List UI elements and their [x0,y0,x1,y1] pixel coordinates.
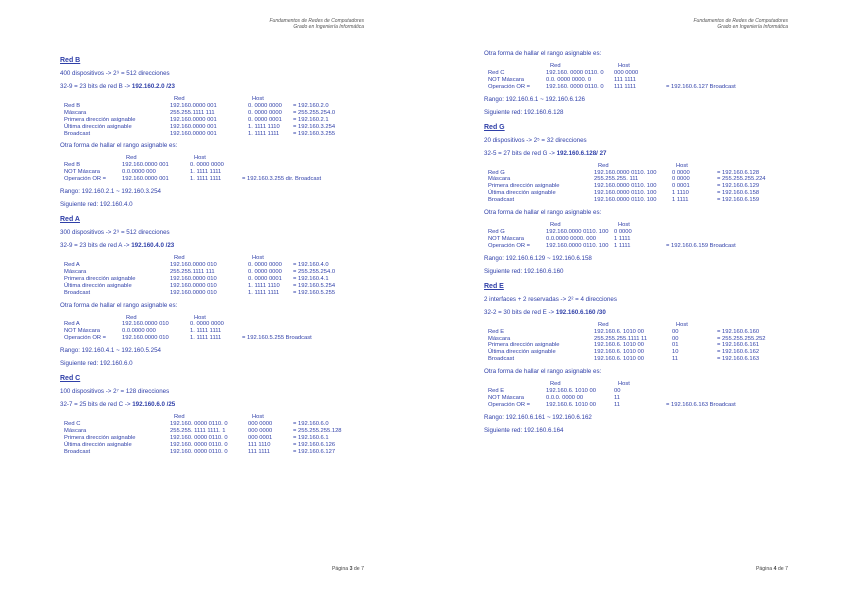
row-result: = 192.160.4.1 [293,275,329,282]
page-number: 3 [349,566,353,572]
row-red: 192.160.0000 0110. 100 [594,183,657,190]
row-result: = 192.160.6.159 Broadcast [666,242,736,249]
row-label: Red G [488,169,505,176]
row-host: 1 1111 [614,242,631,249]
other-method-line: Otra forma de hallar el rango asignable es: [484,50,602,57]
row-red: 192.160.6. 1010 00 [546,388,596,395]
row-red: 255.255.1111 111 [170,268,215,275]
network-address: 192.160.4.0 /23 [131,242,175,250]
row-result: = 192.160.4.0 [293,261,329,268]
row-host: 000 0000 [248,421,273,428]
row-red: 0.0.0000 000 [122,169,156,176]
section-title-red-a: Red A [60,216,80,224]
mask-line [60,83,390,91]
row-label: Broadcast [64,130,91,137]
col-host: Host [252,414,264,421]
row-host: 10 [672,349,679,356]
row-result: = 192.160.6.127 [293,448,336,455]
row-red: 192.160.6. 1010 00 [594,349,644,356]
row-host: 1. 1111 1110 [248,123,280,130]
row-result: = 192.160.3.254 [293,123,336,130]
row-label: Operación OR = [488,83,531,90]
row-red: 192.160.0000 010 [122,321,169,328]
row-result: = 255.255.255.252 [717,335,766,342]
other-method-line: Otra forma de hallar el rango asignable es: [484,209,602,217]
document-page-4 [424,0,848,599]
row-label: Máscara [64,268,87,275]
row-host: 000 0000 [614,69,639,76]
next-network-line: Siguiente red: 192.160.6.128 [484,108,564,116]
row-red: 192.160.0000 0110. 100 [546,228,609,235]
page-header [693,18,788,30]
row-result: = 192.160.3.255 dir. Broadcast [242,176,322,183]
row-label: Primera dirección asignable [64,434,136,441]
subnet-table [60,414,390,455]
row-host: 0. 0000 0000 [248,102,282,109]
row-host: 0. 0000 0000 [248,109,282,116]
row-result: = 192.160.6.162 [717,349,760,356]
row-label: Máscara [64,427,87,434]
row-red: 0.0. 0000 0000. 0 [546,76,592,83]
row-red: 192.160.6. 1010 00 [594,356,644,363]
section-title-red-b: Red B [60,57,81,64]
col-host: Host [252,255,264,262]
page-label: Página [331,566,350,572]
col-red: Red [550,222,561,229]
row-label: NOT Máscara [488,76,524,83]
row-red: 192.160.0000 0110. 100 [546,242,609,249]
row-result: = 192.160.2.1 [293,116,329,123]
devices-line: 400 dispositivos -> 2⁹ = 512 direcciones [60,70,170,77]
row-host: 1. 1111 1111 [248,289,280,296]
row-red: 192.160.0000 001 [122,176,169,183]
row-host: 0. 0000 0000 [190,162,224,169]
row-label: NOT Máscara [64,328,100,335]
row-red: 192.160. 0000 0110. 0 [170,434,228,441]
row-label: Operación OR = [64,335,107,342]
row-result: = 192.160.6.160 [717,328,760,335]
next-network-line: Siguiente red: 192.160.6.160 [484,267,564,275]
row-red: 0.0.0000 0000. 000 [546,235,596,242]
or-table [60,315,390,343]
row-label: Operación OR = [488,242,531,249]
next-network-line: Siguiente red: 192.160.6.0 [60,360,133,368]
row-host: 11 [672,356,679,363]
row-red: 192.160.6. 1010 00 [594,328,644,335]
col-red: Red [550,63,561,69]
row-host: 0. 0000 0000 [248,268,282,275]
mask-prefix: 32-7 = 25 bits de red C -> [60,401,133,409]
row-result [242,169,392,176]
row-host: 1. 1111 1111 [248,130,280,137]
row-label: Red E [488,388,505,395]
row-red: 192.160.6. 1010 00 [594,342,644,349]
section-title-red-c: Red C [60,375,81,383]
row-result: = 192.160.6.163 Broadcast [666,401,736,408]
row-host: 1 1110 [672,190,689,197]
range-line: Rango: 192.160.6.161 ~ 192.160.6.162 [484,413,592,421]
page-label: Página [755,566,774,572]
header-degree: Grado en Ingeniería Informática [293,24,364,30]
row-result [666,395,816,402]
row-red: 0.0.0. 0000 00 [546,394,584,401]
row-result: = 192.160.6.126 [293,441,336,448]
row-host: 0 0000 [614,228,632,235]
row-host: 111 1110 [248,441,271,448]
row-red: 192.160.6. 1010 00 [546,401,596,408]
row-label: Broadcast [488,197,515,204]
row-label: Red A [64,261,80,268]
row-result: = 192.160.5.254 [293,282,336,289]
section-title-red-e: Red E [484,282,504,290]
row-result: = 192.160.3.255 [293,130,336,137]
page-total: de 7 [776,566,788,572]
row-red: 192.160.0000 010 [122,335,169,342]
row-result: = 192.160.6.163 [717,356,760,363]
next-network-line: Siguiente red: 192.160.6.164 [484,426,564,434]
row-result: = 192.160.6.158 [717,190,760,197]
row-result: = 255.255.255.128 [293,427,342,434]
mask-line [60,401,390,409]
subnet-table [484,163,814,204]
row-result [242,162,392,169]
row-result: = 192.160.5.255 Broadcast [242,335,312,342]
row-result [666,388,816,395]
row-result: = 192.160.6.1 [293,434,329,441]
row-label: Última dirección asignable [64,123,132,130]
subnet-table [60,255,390,296]
header-course: Fundamentos de Redes de Computadores [269,18,364,24]
page-3-content [60,50,390,461]
row-red: 192.160.0000 001 [170,102,217,109]
row-result [666,229,816,236]
row-label: NOT Máscara [488,394,524,401]
row-host: 11 [614,401,621,408]
col-host: Host [676,321,688,328]
row-label: Red G [488,228,505,235]
col-red: Red [598,321,609,328]
row-red: 192.160.0000 001 [170,116,217,123]
row-host: 01 [672,342,679,349]
header-degree: Grado en Ingeniería Informática [717,24,788,30]
row-host: 1 1111 [614,235,631,242]
row-result: = 255.255.255.224 [717,176,766,183]
row-red: 192.160.0000 0110. 100 [594,197,657,204]
row-red: 192.160.0000 010 [170,275,217,282]
col-red: Red [174,96,185,102]
row-result: = 192.160.6.0 [293,421,329,428]
col-host: Host [618,63,630,69]
row-red: 0.0.0000 000 [122,328,156,335]
row-result: = 192.160.6.128 [717,169,760,176]
page-footer [332,566,364,572]
row-label: Broadcast [64,448,91,455]
row-label: Última dirección asignable [64,282,132,289]
page-number: 4 [773,566,777,572]
col-host: Host [194,155,206,162]
row-host: 11 [614,394,621,401]
mask-line [484,309,814,317]
row-result [666,236,816,243]
row-label: Broadcast [64,289,91,296]
range-line: Rango: 192.160.2.1 ~ 192.160.3.254 [60,188,161,196]
row-label: Última dirección asignable [64,441,132,448]
row-red: 192.160.0000 001 [122,162,169,169]
row-host: 1 1111 [672,197,689,204]
row-result: = 192.160.6.161 [717,342,760,349]
row-host: 1. 1111 1111 [190,176,222,183]
other-method-line: Otra forma de hallar el rango asignable es: [60,142,178,150]
row-label: Red C [488,69,505,76]
row-host: 00 [672,335,679,342]
row-host: 0 0000 [672,176,690,183]
row-red: 192.160. 0000 0110. 0 [546,69,604,76]
row-label: Red C [64,421,81,428]
row-host: 00 [614,388,621,395]
row-label: Última dirección asignable [488,190,556,197]
or-table [60,155,390,183]
row-label: Máscara [488,176,511,183]
row-label: Red B [64,102,81,109]
row-label: Operación OR = [64,176,107,183]
mask-prefix: 32-9 = 23 bits de red B -> [60,83,132,90]
range-line: Rango: 192.160.4.1 ~ 192.160.5.254 [60,347,161,355]
row-red: 192.160.0000 010 [170,261,217,268]
page-header [269,18,364,30]
header-course: Fundamentos de Redes de Computadores [693,18,788,24]
row-host: 0. 0000 0001 [248,116,282,123]
devices-line: 20 dispositivos -> 2⁵ = 32 direcciones [484,136,587,144]
row-host: 0. 0000 0000 [248,261,282,268]
row-red: 192.160.0000 0110. 100 [594,169,657,176]
col-red: Red [174,414,185,421]
network-address: 192.160.2.0 /23 [131,83,175,90]
row-red: 192.160. 0000 0110. 0 [170,448,228,455]
row-red: 255.255. 1111 1111. 1 [170,427,226,434]
col-host: Host [194,314,206,321]
or-table [484,381,814,409]
next-network-line: Siguiente red: 192.160.4.0 [60,201,133,209]
row-host: 111 1111 [614,76,637,83]
col-host: Host [618,222,630,229]
row-host: 111 1111 [248,448,271,455]
col-red: Red [174,255,185,262]
row-red: 192.160. 0000 0110. 0 [170,421,228,428]
other-method-line: Otra forma de hallar el rango asignable es: [60,301,178,309]
row-label: Primera dirección asignable [488,342,560,349]
mask-prefix: 32-9 = 23 bits de red A -> [60,242,132,250]
col-host: Host [676,162,688,169]
col-red: Red [598,162,609,169]
network-address: 192.160.6.128/ 27 [556,149,607,157]
row-red: 192.160.0000 0110. 100 [594,190,657,197]
row-label: Red E [488,328,505,335]
row-host: 0 0000 [672,169,690,176]
row-host: 000 0001 [248,434,273,441]
row-red: 255.255.255. 111 [594,176,639,183]
row-label: Última dirección asignable [488,349,556,356]
row-red: 192.160.0000 001 [170,130,217,137]
row-result: = 255.255.254.0 [293,268,336,275]
row-host: 111 1111 [614,83,637,90]
row-label: Primera dirección asignable [64,275,136,282]
mask-line [484,150,814,158]
range-line: Rango: 192.160.6.1 ~ 192.160.6.126 [484,95,585,103]
devices-line: 300 dispositivos -> 2⁹ = 512 direcciones [60,229,170,237]
network-address: 192.160.6.0 /25 [132,401,176,409]
row-label: Máscara [64,109,87,116]
row-host: 1. 1111 1110 [248,282,280,289]
devices-line: 2 interfaces + 2 reservadas -> 2² = 4 direcciones [484,295,617,303]
row-host: 0. 0000 0001 [248,275,282,282]
row-host: 1. 1111 1111 [190,169,222,176]
row-red: 192.160. 0000 0110. 0 [170,441,228,448]
section-title-red-g: Red G [484,123,505,131]
row-result: = 192.160.6.159 [717,197,760,204]
mask-prefix: 32-2 = 30 bits de red E -> [484,308,556,316]
row-host: 0 0001 [672,183,690,190]
subnet-table [484,322,814,363]
row-result [242,328,392,335]
row-result: = 192.160.2.0 [293,102,329,109]
row-label: NOT Máscara [488,235,524,242]
mask-prefix: 32-5 = 27 bits de red G -> [484,149,557,157]
or-table [484,63,814,91]
row-red: 255.255.1111 111 [170,109,215,116]
row-result: = 255.255.254.0 [293,109,336,116]
row-red: 255.255.255.1111 11 [594,335,648,342]
other-method-line: Otra forma de hallar el rango asignable es: [484,368,602,376]
col-red: Red [126,314,137,321]
row-red: 192.160.0000 010 [170,289,217,296]
row-host: 000 0000 [248,427,273,434]
network-address: 192.160.6.160 /30 [555,308,606,316]
row-label: Máscara [488,335,511,342]
or-table [484,222,814,250]
row-result: = 192.160.5.255 [293,289,336,296]
mask-line [60,242,390,250]
devices-line: 100 dispositivos -> 2⁷ = 128 direcciones [60,388,170,396]
col-red: Red [126,155,137,162]
row-result: = 192.160.6.129 [717,183,760,190]
col-host: Host [252,96,264,102]
subnet-table [60,96,390,137]
row-red: 192.160.0000 001 [170,123,217,130]
row-label: Operación OR = [488,401,531,408]
row-label: Red B [64,162,81,169]
page-4-content [484,50,814,440]
row-result [242,321,392,328]
row-host: 0. 0000 0000 [190,321,224,328]
row-label: Primera dirección asignable [64,116,136,123]
row-host: 1. 1111 1111 [190,335,222,342]
row-host: 00 [672,328,679,335]
col-red: Red [550,381,561,388]
page-total: de 7 [352,566,364,572]
range-line: Rango: 192.160.6.129 ~ 192.160.6.158 [484,254,592,262]
row-label: Broadcast [488,356,515,363]
col-host: Host [618,381,630,388]
row-result: = 192.160.6.127 Broadcast [666,83,736,90]
row-result [666,70,816,77]
page-footer [756,566,788,572]
row-label: NOT Máscara [64,169,100,176]
row-host: 1. 1111 1111 [190,328,222,335]
row-red: 192.160.0000 010 [170,282,217,289]
row-red: 192.160. 0000 0110. 0 [546,83,604,90]
row-label: Primera dirección asignable [488,183,560,190]
row-result [666,77,816,84]
row-label: Red A [64,321,80,328]
